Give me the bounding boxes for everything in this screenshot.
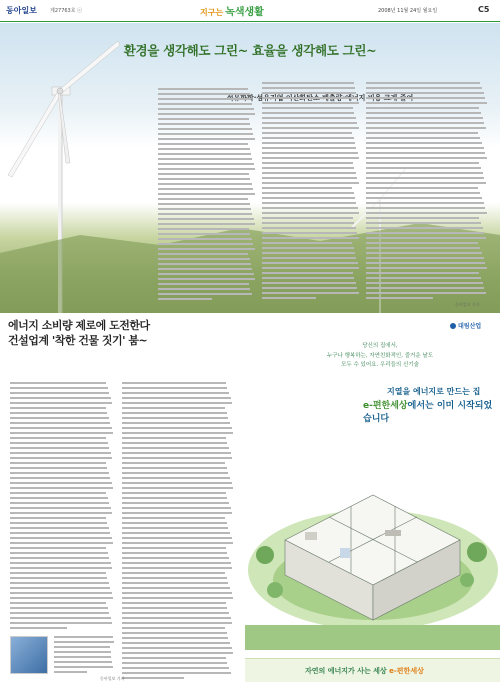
text-line — [158, 273, 254, 275]
text-line — [10, 412, 107, 414]
ad-tagline-3: 모두 수 있어요. 우리들의 신기술 — [341, 362, 419, 368]
text-line — [366, 262, 485, 264]
text-line — [122, 442, 227, 444]
text-line — [10, 547, 106, 549]
text-line — [122, 482, 232, 484]
text-line — [366, 177, 484, 179]
text-line — [262, 127, 359, 129]
text-line — [10, 427, 112, 429]
text-line — [262, 162, 353, 164]
text-line — [158, 183, 252, 185]
page-number: C5 — [478, 5, 490, 14]
text-line — [122, 572, 225, 574]
text-line — [10, 442, 108, 444]
text-line — [262, 282, 356, 284]
text-line — [122, 412, 227, 414]
text-line — [366, 102, 487, 104]
text-line — [10, 467, 107, 469]
hero-headline: 환경을 생각해도 그린~ 효율을 생각해도 그린~ — [123, 43, 377, 58]
text-line — [10, 602, 106, 604]
text-line — [10, 587, 110, 589]
text-line — [122, 592, 232, 594]
text-line — [366, 132, 478, 134]
text-line — [262, 292, 359, 294]
text-line — [158, 208, 251, 210]
text-line — [158, 123, 250, 125]
text-line — [366, 157, 487, 159]
text-line — [366, 167, 481, 169]
text-line — [54, 661, 112, 663]
section-title — [200, 3, 264, 18]
text-line — [366, 277, 481, 279]
text-line — [366, 172, 483, 174]
text-line — [262, 207, 358, 209]
advertisement — [245, 320, 500, 685]
text-line — [158, 193, 255, 195]
brand-logo-icon — [450, 323, 456, 329]
text-line — [10, 487, 113, 489]
text-line — [10, 387, 108, 389]
text-line — [366, 222, 481, 224]
text-line — [10, 622, 112, 624]
text-line — [122, 507, 231, 509]
text-line — [158, 113, 255, 115]
text-line — [366, 92, 484, 94]
masthead — [0, 0, 500, 22]
text-line — [262, 182, 359, 184]
text-line — [10, 402, 112, 404]
text-line — [10, 382, 106, 384]
text-line — [158, 258, 250, 260]
text-line — [158, 263, 251, 265]
text-line — [262, 277, 354, 279]
text-line — [122, 402, 232, 404]
text-line — [10, 507, 111, 509]
text-line — [10, 397, 111, 399]
text-line — [366, 112, 481, 114]
text-line — [366, 197, 482, 199]
hero-article-credit: 동아일보 기자 — [455, 302, 480, 307]
text-line — [262, 287, 357, 289]
text-line — [10, 472, 109, 474]
text-line — [158, 98, 251, 100]
text-line — [122, 532, 230, 534]
text-line — [262, 117, 356, 119]
text-line — [122, 597, 233, 599]
text-line — [262, 262, 358, 264]
text-line — [158, 228, 249, 230]
text-line — [122, 542, 233, 544]
text-line — [366, 82, 480, 84]
text-line — [122, 677, 184, 679]
text-line — [262, 122, 357, 124]
text-line — [366, 247, 480, 249]
text-line — [10, 437, 106, 439]
text-line — [262, 197, 355, 199]
text-line — [262, 92, 356, 94]
text-line — [54, 651, 111, 653]
text-line — [122, 477, 230, 479]
text-line — [10, 392, 109, 394]
text-line — [10, 617, 111, 619]
text-line — [366, 217, 479, 219]
text-line — [122, 427, 232, 429]
text-line — [366, 227, 483, 229]
text-line — [10, 537, 112, 539]
ad-slogan — [305, 666, 424, 676]
text-line — [158, 108, 254, 110]
text-line — [262, 242, 352, 244]
text-line — [10, 457, 112, 459]
text-line — [262, 177, 357, 179]
text-line — [158, 178, 250, 180]
text-line — [366, 107, 479, 109]
text-line — [366, 152, 485, 154]
text-line — [122, 547, 226, 549]
text-line — [366, 137, 480, 139]
text-line — [158, 133, 253, 135]
text-line — [54, 656, 111, 658]
text-line — [122, 467, 227, 469]
text-line — [158, 253, 248, 255]
text-line — [262, 227, 356, 229]
text-line — [262, 102, 359, 104]
hero-subheadline: 석유화학·섬유기업 — [226, 94, 284, 102]
text-line — [122, 552, 227, 554]
text-line — [10, 432, 113, 434]
text-line — [262, 142, 355, 144]
text-line — [158, 218, 254, 220]
text-line — [262, 297, 316, 299]
text-line — [122, 382, 226, 384]
text-line — [158, 148, 250, 150]
ad-brand — [450, 321, 481, 330]
text-line — [10, 597, 113, 599]
text-line — [10, 477, 110, 479]
text-line — [122, 632, 227, 634]
text-line — [122, 397, 231, 399]
text-line — [262, 132, 352, 134]
text-line — [10, 522, 107, 524]
text-line — [122, 622, 232, 624]
text-line — [122, 527, 228, 529]
text-line — [262, 172, 356, 174]
text-line — [262, 167, 354, 169]
text-line — [10, 592, 112, 594]
text-line — [122, 407, 225, 409]
text-line — [366, 182, 486, 184]
text-line — [158, 128, 252, 130]
text-line — [122, 617, 231, 619]
text-line — [122, 422, 230, 424]
text-line — [158, 103, 252, 105]
text-line — [262, 247, 354, 249]
text-line — [158, 143, 248, 145]
issue-number: 제27763호 ⓒ — [50, 8, 83, 14]
text-line — [10, 462, 106, 464]
text-line — [158, 223, 255, 225]
text-line — [262, 82, 354, 84]
text-line — [158, 158, 252, 160]
text-line — [158, 298, 212, 300]
feature-headline — [0, 318, 170, 376]
text-line — [158, 168, 255, 170]
text-line — [122, 627, 225, 629]
text-line — [10, 502, 109, 504]
text-line — [262, 232, 357, 234]
text-line — [158, 138, 255, 140]
text-line — [158, 213, 252, 215]
text-line — [262, 187, 352, 189]
text-line — [262, 222, 354, 224]
newspaper-logo: 동아일보 — [6, 6, 37, 15]
text-line — [10, 552, 108, 554]
text-line — [10, 497, 108, 499]
text-line — [158, 293, 252, 295]
text-line — [366, 272, 479, 274]
text-line — [158, 163, 254, 165]
text-line — [122, 612, 229, 614]
text-line — [122, 637, 228, 639]
text-line — [366, 207, 485, 209]
text-line — [10, 582, 109, 584]
section-name: 녹색생활 — [225, 7, 264, 18]
text-line — [10, 562, 111, 564]
ad-slogan-brand: e-편한세상 — [389, 667, 424, 675]
text-line — [158, 283, 249, 285]
text-line — [366, 257, 484, 259]
text-line — [122, 457, 232, 459]
text-line — [366, 87, 482, 89]
text-line — [158, 243, 253, 245]
text-line — [122, 567, 232, 569]
text-line — [54, 636, 113, 638]
text-line — [262, 87, 355, 89]
text-line — [366, 252, 482, 254]
text-line — [262, 192, 354, 194]
text-line — [366, 242, 478, 244]
text-line — [158, 288, 250, 290]
text-line — [122, 462, 225, 464]
text-line — [262, 97, 358, 99]
text-line — [366, 142, 482, 144]
text-line — [158, 118, 249, 120]
text-line — [122, 437, 226, 439]
ad-headline-rest: 에서는 이미 시작되었습니다 — [363, 401, 493, 424]
text-line — [366, 267, 487, 269]
text-line — [10, 607, 108, 609]
text-line — [10, 447, 109, 449]
text-line — [262, 252, 355, 254]
text-line — [10, 527, 109, 529]
text-line — [122, 657, 226, 659]
text-line — [10, 512, 112, 514]
text-line — [122, 647, 232, 649]
text-line — [122, 392, 229, 394]
text-line — [262, 272, 353, 274]
text-line — [10, 627, 67, 629]
text-line — [262, 267, 359, 269]
text-line — [122, 472, 228, 474]
text-line — [10, 407, 106, 409]
text-line — [10, 612, 109, 614]
text-line — [54, 666, 113, 668]
text-line — [10, 572, 106, 574]
text-line — [262, 257, 356, 259]
text-line — [366, 202, 484, 204]
issue-date: 2008년 11월 24일 월요일 — [378, 8, 438, 14]
text-line — [158, 88, 248, 90]
text-line — [366, 287, 484, 289]
ad-house-illustration-icon — [245, 420, 500, 650]
text-line — [158, 153, 251, 155]
ad-tagline-1: 당신의 집에서, — [362, 343, 398, 349]
text-line — [262, 202, 356, 204]
text-line — [122, 662, 227, 664]
text-line — [10, 422, 110, 424]
text-line — [10, 517, 106, 519]
text-line — [122, 652, 233, 654]
text-line — [262, 237, 359, 239]
text-line — [158, 203, 250, 205]
text-line — [366, 237, 486, 239]
text-line — [10, 492, 106, 494]
text-line — [122, 517, 225, 519]
text-line — [262, 112, 354, 114]
ad-slogan-text: 자연의 에너지가 사는 세상 — [305, 667, 387, 675]
text-line — [122, 492, 226, 494]
text-line — [262, 137, 354, 139]
text-line — [158, 198, 248, 200]
text-line — [366, 192, 480, 194]
ad-headline-brand: e-편한세상 — [363, 401, 408, 411]
text-line — [54, 646, 110, 648]
text-line — [262, 107, 353, 109]
text-line — [122, 502, 229, 504]
text-line — [122, 512, 232, 514]
text-line — [54, 671, 87, 673]
text-line — [366, 187, 478, 189]
text-line — [158, 268, 252, 270]
text-line — [366, 232, 484, 234]
text-line — [366, 117, 483, 119]
text-line — [366, 297, 433, 299]
text-line — [122, 562, 231, 564]
feature-title-line-2: 건설업계 '착한 건물 짓기' 붐~ — [8, 334, 148, 347]
text-line — [122, 417, 228, 419]
text-line — [122, 602, 226, 604]
text-line — [158, 173, 249, 175]
text-line — [158, 238, 252, 240]
reporter-photo — [10, 636, 48, 674]
text-line — [366, 292, 486, 294]
text-line — [10, 417, 109, 419]
text-line — [10, 452, 111, 454]
text-line — [122, 522, 227, 524]
text-line — [158, 188, 253, 190]
text-line — [122, 487, 233, 489]
text-line — [122, 672, 231, 674]
text-line — [122, 557, 229, 559]
text-line — [366, 282, 483, 284]
text-line — [122, 642, 230, 644]
text-line — [366, 97, 485, 99]
text-line — [158, 248, 255, 250]
text-line — [366, 127, 486, 129]
text-line — [10, 532, 110, 534]
text-line — [10, 542, 113, 544]
text-line — [54, 641, 114, 643]
feature-title-line-1: 에너지 소비량 제로에 도전한다 — [8, 319, 150, 332]
text-line — [122, 537, 232, 539]
text-line — [122, 447, 229, 449]
text-line — [366, 162, 479, 164]
text-line — [122, 587, 230, 589]
text-line — [10, 482, 112, 484]
text-line — [158, 93, 250, 95]
text-line — [122, 387, 227, 389]
ad-tagline-2: 누구나 행복하는, 자연친화적인, 즐거운 날도 — [326, 353, 434, 359]
text-line — [262, 157, 359, 159]
text-line — [262, 217, 353, 219]
text-line — [262, 147, 356, 149]
text-line — [366, 122, 484, 124]
text-line — [122, 432, 233, 434]
text-line — [122, 667, 229, 669]
text-line — [158, 233, 250, 235]
section-lead: 지구는 — [200, 8, 224, 17]
feature-article-credit: 동아일보 기자 — [100, 676, 125, 681]
ad-brand-name: 대림산업 — [458, 323, 482, 330]
ad-slogan-bar — [245, 658, 500, 682]
text-line — [122, 607, 227, 609]
text-line — [10, 557, 109, 559]
text-line — [262, 212, 359, 214]
text-line — [122, 582, 228, 584]
text-line — [10, 567, 112, 569]
text-line — [10, 577, 107, 579]
text-line — [122, 497, 227, 499]
text-line — [122, 452, 231, 454]
text-line — [158, 278, 255, 280]
text-line — [366, 212, 487, 214]
text-line — [366, 147, 484, 149]
ad-headline-1: 지열을 에너지로 만드는 집 — [387, 387, 481, 396]
text-line — [122, 577, 227, 579]
text-line — [262, 152, 358, 154]
